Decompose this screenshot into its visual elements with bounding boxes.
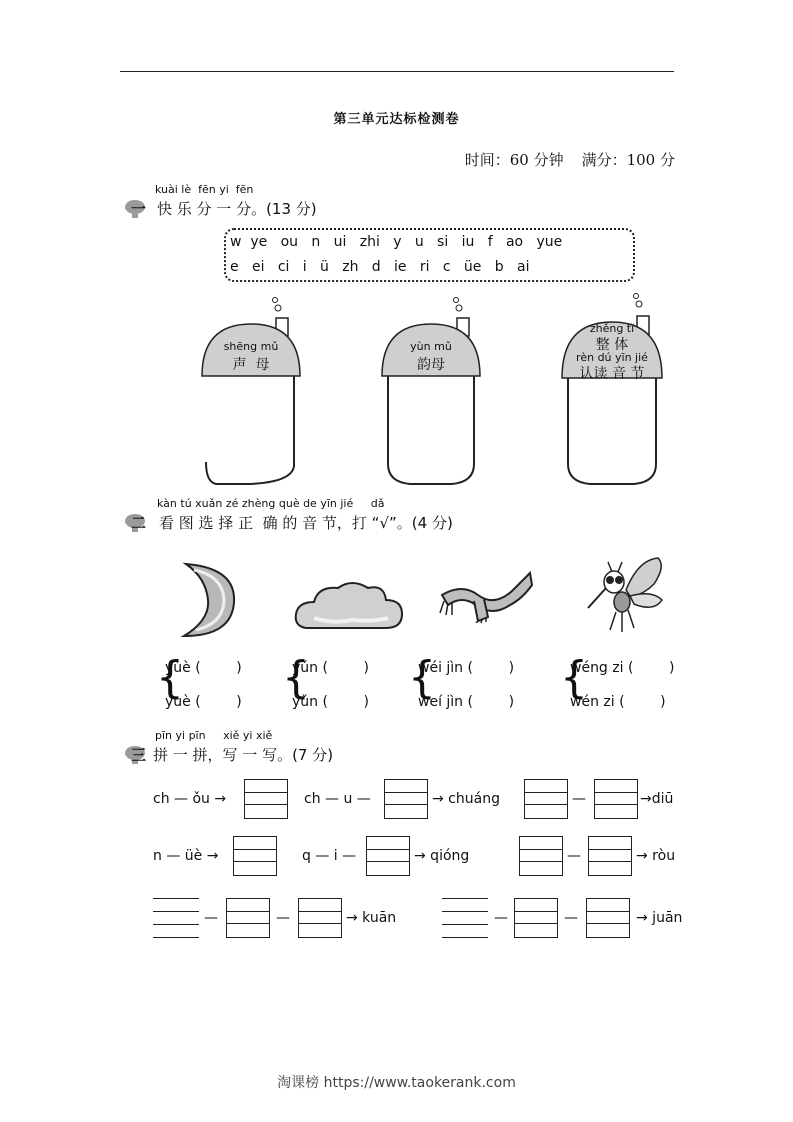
syllable-r1e: →diū	[640, 791, 674, 807]
section1-number: 一	[131, 200, 147, 218]
syllable-r2e: → ròu	[636, 848, 676, 864]
section3-question: 拼 一 拼，写 一 写。(7 分)	[153, 746, 334, 764]
choice-3b[interactable]: weí jìn ( )	[418, 694, 515, 710]
brace-4: {	[560, 652, 588, 703]
top-rule	[120, 71, 674, 72]
syllable-r2b: q — i —	[302, 848, 357, 864]
choice-1a[interactable]: yùè ( )	[165, 660, 242, 676]
choice-1b[interactable]: yuè ( )	[165, 694, 242, 710]
footer-watermark: 淘课榜 https://www.taokerank.com	[277, 1075, 516, 1091]
syllable-r1c: → chuáng	[432, 791, 500, 807]
syllable-r3a: —	[204, 910, 218, 926]
writing-grid[interactable]	[524, 779, 568, 819]
section2-question: 看 图 选 择 正 确 的 音 节，打 “√”。(4 分)	[159, 514, 453, 532]
house3-label-top: 整 体	[595, 337, 629, 353]
house1-label: 声 母	[232, 357, 270, 373]
writing-grid[interactable]	[366, 836, 410, 876]
house2-label: 韵母	[417, 357, 445, 373]
pinyin-pool-row-1: w ye ou n ui zhi y u si iu f ao yue	[230, 234, 563, 250]
section1-pinyin: kuài lè fēn yi fēn	[155, 183, 254, 196]
writing-grid[interactable]	[514, 898, 558, 938]
writing-grid[interactable]	[594, 779, 638, 819]
writing-grid[interactable]	[298, 898, 342, 938]
brace-2: {	[282, 652, 310, 703]
writing-grid[interactable]	[226, 898, 270, 938]
writing-grid[interactable]	[586, 898, 630, 938]
choice-4b[interactable]: wén zi ( )	[570, 694, 666, 710]
writing-lines[interactable]	[442, 898, 488, 938]
house-initials	[200, 296, 302, 486]
mosquito-icon	[582, 556, 666, 636]
syllable-r3c: → kuān	[346, 910, 397, 926]
cloud-icon	[292, 578, 406, 634]
syllable-r3f: → juān	[636, 910, 683, 926]
writing-grid[interactable]	[519, 836, 563, 876]
house3-pinyin-top: zhěng tǐ	[589, 322, 635, 335]
section2-number: 二	[131, 514, 147, 532]
writing-grid[interactable]	[244, 779, 288, 819]
syllable-r3b: —	[276, 910, 290, 926]
choice-4a[interactable]: wéng zi ( )	[570, 660, 675, 676]
section1-question: 快 乐 分 一 分。(13 分)	[157, 200, 317, 218]
page-title: 第三单元达标检测卷	[333, 112, 460, 127]
exam-info	[447, 149, 675, 170]
house-whole-syllables	[560, 292, 664, 486]
section3-number: 三	[131, 746, 147, 764]
choice-2b[interactable]: yǔn ( )	[292, 694, 370, 710]
house1-pinyin: shēng mǔ	[223, 340, 279, 353]
syllable-r2d: —	[567, 848, 581, 864]
syllable-r3e: —	[564, 910, 578, 926]
time-limit: 时间：60 分钟	[464, 151, 564, 169]
syllable-r1a: ch — ǒu →	[153, 791, 227, 807]
choice-2a[interactable]: yún ( )	[292, 660, 370, 676]
writing-lines[interactable]	[153, 898, 199, 938]
brace-3: {	[408, 652, 436, 703]
section3-pinyin: pīn yi pīn xiě yi xiě	[155, 729, 273, 742]
house3-label: 认读 音 节	[579, 366, 645, 382]
writing-grid[interactable]	[588, 836, 632, 876]
section2-pinyin: kàn tú xuǎn zé zhèng què de yīn jié dǎ	[157, 497, 385, 510]
house2-pinyin: yùn mǔ	[410, 340, 452, 353]
writing-grid[interactable]	[233, 836, 277, 876]
scarf-icon	[438, 565, 534, 623]
syllable-r1d: —	[572, 791, 586, 807]
writing-grid[interactable]	[384, 779, 428, 819]
full-score: 满分：100 分	[581, 151, 675, 169]
syllable-r3d: —	[494, 910, 508, 926]
choice-3a[interactable]: wéi jìn ( )	[418, 660, 515, 676]
syllable-r1b: ch — u —	[304, 791, 371, 807]
moon-icon	[176, 560, 242, 640]
house-finals	[380, 296, 482, 486]
pinyin-pool-row-2: e ei ci i ü zh d ie ri c üe b ai	[230, 259, 530, 275]
brace-1: {	[156, 652, 184, 703]
pinyin-pool-box	[224, 228, 635, 282]
house3-pinyin: rèn dú yīn jié	[576, 351, 648, 364]
syllable-r2a: n — üè →	[153, 848, 219, 864]
syllable-r2c: → qióng	[414, 848, 470, 864]
